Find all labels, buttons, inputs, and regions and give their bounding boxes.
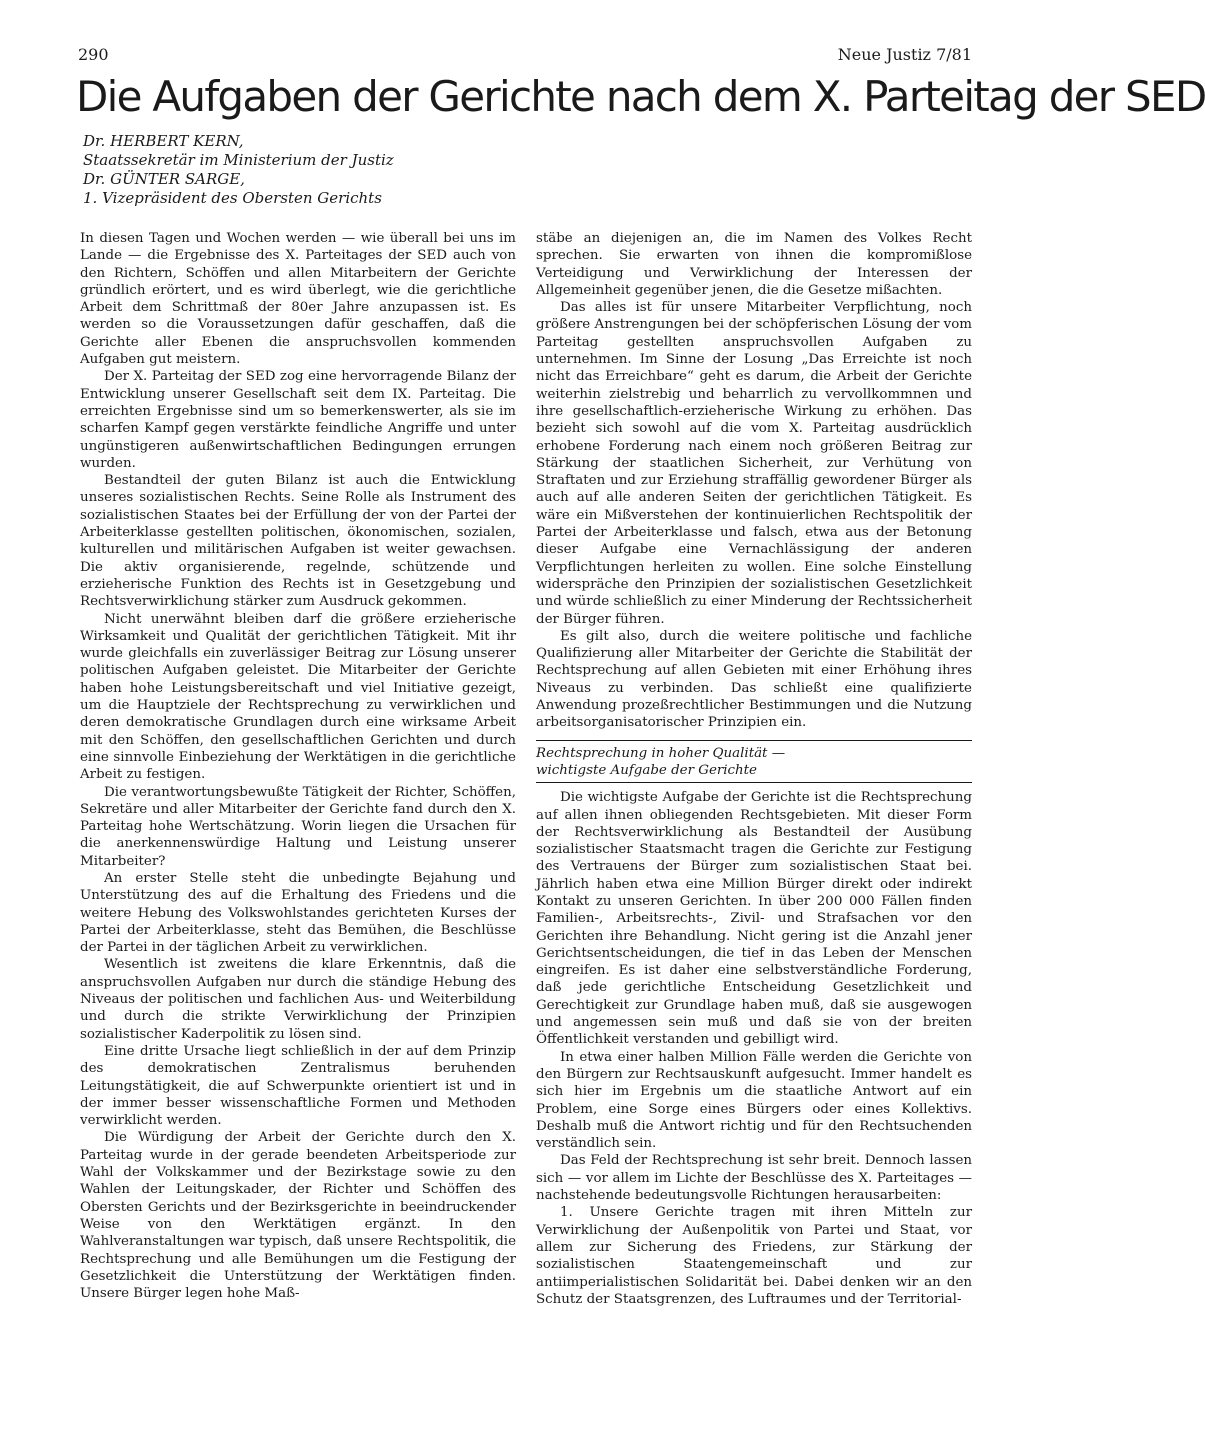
paragraph: Das alles ist für unsere Mitarbeiter Verpflichtung, noch größere Anstrengungen bei der schöpferischen Lösung der vom Parteitag gestellten anspruchsvollen Aufgaben zu unternehmen. Im Sinne der Losung „Das Erreichte ist noch nicht das Erreichbare“ geht es darum, die Arbeit der Gerichte weiterhin zielstrebig und beharrlich zu vervollkommnen und ihre gesellschaftlich-erzieherische Wirkung zu erhöhen. Das bezieht sich sowohl auf die vom X. Parteitag ausdrücklich erhobene Forderung nach einem noch größeren Beitrag zur Stärkung der staatlichen Sicherheit, zur Verhütung von Straftaten und zur Erziehung straffällig gewordener Bürger als auch auf alle anderen Seiten der gerichtlichen Tätigkeit. Es wäre ein Mißverstehen der kontinuierlichen Rechtspolitik der Partei der Arbeiterklasse und falsch, etwa aus der Betonung dieser Aufgabe eine Vernachlässigung der anderen Verpflichtungen herleiten zu wollen. Eine solche Einstellung widerspräche den Prinzipien der sozialistischen Gesetzlichkeit und würde schließlich zu einer Minderung der Rechtssicherheit der Bürger führen. xyxy=(536,300,972,627)
paragraph: Die Würdigung der Arbeit der Gerichte durch den X. Parteitag wurde in der gerade beendeten Arbeitsperiode zur Wahl der Volkskammer und der Bezirkstage sowie zu den Wahlen der Leitungskader, der Richter und Schöffen des Obersten Gerichts und der Bezirksgerichte in beeindruckender Weise von den Werktätigen ergänzt. In den Wahlveranstaltungen war typisch, daß unsere Rechtspolitik, die Rechtsprechung und alle Bemühungen um die Festigung der Gesetzlichkeit die Unterstützung der Werktätigen finden. Unsere Bürger legen hohe Maß- xyxy=(80,1130,516,1302)
paragraph: Das Feld der Rechtsprechung ist sehr breit. Dennoch lassen sich — vor allem im Lichte der Beschlüsse des X. Parteitages — nachstehende bedeutungsvolle Richtungen herausarbeiten: xyxy=(536,1153,972,1204)
section-heading xyxy=(536,740,972,784)
section-heading-line: wichtigste Aufgabe der Gerichte xyxy=(536,762,757,778)
right-column xyxy=(536,230,972,1308)
page-number: 290 xyxy=(78,45,109,64)
paragraph: In diesen Tagen und Wochen werden — wie überall bei uns im Lande — die Ergebnisse des X. Parteitages der SED auch von den Richtern, Schöffen und allen Mitarbeitern der Gerichte gründlich erörtert, und es wird überlegt, wie die gerichtliche Arbeit dem Schrittmaß der 80er Jahre anzupassen ist. Es werden so die Voraussetzungen dafür geschaffen, daß die Gerichte aller Ebenen die anspruchsvollen kommenden Aufgaben gut meistern. xyxy=(80,231,516,368)
paragraph: 1. Unsere Gerichte tragen mit ihren Mitteln zur Verwirklichung der Außenpolitik von Partei und Staat, vor allem zur Sicherung des Friedens, zur Stärkung der sozialistischen Staatengemeinschaft und zur antiimperialistischen Solidarität bei. Dabei denken wir an den Schutz der Staatsgrenzen, des Luftraumes und der Territorial- xyxy=(536,1205,972,1307)
paragraph: Die verantwortungsbewußte Tätigkeit der Richter, Schöffen, Sekretäre und aller Mitarbeiter der Gerichte fand durch den X. Parteitag hohe Wertschätzung. Worin liegen die Ursachen für die anerkennenswürdige Haltung und Leistung unserer Mitarbeiter? xyxy=(80,784,516,869)
paragraph: Eine dritte Ursache liegt schließlich in der auf dem Prinzip des demokratischen Zentralismus beruhenden Leitungstätigkeit, die auf Schwerpunkte orientiert ist und in der immer besser wissenschaftliche Formen und Methoden verwirklicht werden. xyxy=(80,1043,516,1129)
author-name: Dr. HERBERT KERN, xyxy=(83,132,244,150)
section-heading-line: Rechtsprechung in hoher Qualität — xyxy=(536,745,786,761)
left-column xyxy=(80,230,516,1302)
author-role: 1. Vizepräsident des Obersten Gerichts xyxy=(83,189,382,207)
authors-block xyxy=(83,132,394,208)
author-role: Staatssekretär im Ministerium der Justiz xyxy=(83,151,394,169)
paragraph: Wesentlich ist zweitens die klare Erkenntnis, daß die anspruchsvollen Aufgaben nur durch die ständige Hebung des Niveaus der politischen und fachlichen Aus- und Weiterbildung und durch die strikte Verwirklichung der Prinzipien sozialistischer Kaderpolitik zu lösen sind. xyxy=(80,957,516,1042)
author-name: Dr. GÜNTER SARGE, xyxy=(83,170,245,188)
article-title: Die Aufgaben der Gerichte nach dem X. Parteitag der SED xyxy=(76,72,1205,121)
paragraph: An erster Stelle steht die unbedingte Bejahung und Unterstützung des auf die Erhaltung des Friedens und die weitere Hebung des Volkswohlstandes gerichteten Kurses der Partei der Arbeiterklasse, steht das Bemühen, die Beschlüsse der Partei in der täglichen Arbeit zu verwirklichen. xyxy=(80,870,516,956)
paragraph: Nicht unerwähnt bleiben darf die größere erzieherische Wirksamkeit und Qualität der gerichtlichen Tätigkeit. Mit ihr wurde gleichfalls ein zuverlässiger Beitrag zur Lösung unserer politischen Aufgaben geleistet. Die Mitarbeiter der Gerichte haben hohe Leistungsbereitschaft und viel Initiative gezeigt, um die Hauptziele der Rechtsprechung zu verwirklichen und deren demokratische Grundlagen durch eine wirksame Arbeit mit den Schöffen, den gesellschaftlichen Gerichten und durch eine sinnvolle Einbeziehung der Werktätigen in die gerichtliche Arbeit zu festigen. xyxy=(80,611,516,783)
paragraph: Der X. Parteitag der SED zog eine hervorragende Bilanz der Entwicklung unserer Gesellschaft seit dem IX. Parteitag. Die erreichten Ergebnisse sind um so bemerkenswerter, als sie im scharfen Kampf gegen verstärkte feindliche Angriffe und unter ungünstigeren außenwirtschaftlichen Bedingungen errungen wurden. xyxy=(80,369,516,471)
paragraph: stäbe an diejenigen an, die im Namen des Volkes Recht sprechen. Sie erwarten von ihnen die kompromißlose Verteidigung und Verwirklichung der Interessen der Allgemeinheit gegenüber jenen, die die Gesetze mißachten. xyxy=(536,231,972,298)
paragraph: In etwa einer halben Million Fälle werden die Gerichte von den Bürgern zur Rechtsauskunft aufgesucht. Immer handelt es sich hier im Ergebnis um die staatliche Antwort auf ein Problem, eine Sorge eines Bürgers oder eines Kollektivs. Deshalb muß die Antwort richtig und für den Rechtsuchenden verständlich sein. xyxy=(536,1049,972,1152)
paragraph: Es gilt also, durch die weitere politische und fachliche Qualifizierung aller Mitarbeiter der Gerichte die Stabilität der Rechtsprechung auf allen Gebieten mit einer Erhöhung ihres Niveaus zu verbinden. Das schließt eine qualifizierte Anwendung prozeßrechtlicher Bestimmungen und die Nutzung arbeitsorganisatorischer Prinzipien ein. xyxy=(536,628,972,731)
paragraph: Bestandteil der guten Bilanz ist auch die Entwicklung unseres sozialistischen Rechts. Seine Rolle als Instrument des sozialistischen Staates bei der Erfüllung der von der Partei der Arbeiterklasse gestellten politischen, ökonomischen, sozialen, kulturellen und militärischen Aufgaben ist weiter gewachsen. Die aktiv organisierende, regelnde, schützende und erzieherische Funktion des Rechts ist in Gesetzgebung und Rechtsverwirklichung stärker zum Ausdruck gekommen. xyxy=(80,473,516,610)
paragraph: Die wichtigste Aufgabe der Gerichte ist die Rechtsprechung auf allen ihnen obliegenden Rechtsgebieten. Mit dieser Form der Rechtsverwirklichung als Bestandteil der Ausübung sozialistischer Staatsmacht tragen die Gerichte zur Festigung des Vertrauens der Bürger zum sozialistischen Staat bei. Jährlich haben etwa eine Million Bürger direkt oder indirekt Kontakt zu unseren Gerichten. In über 200 000 Fällen finden Familien-, Arbeitsrechts-, Zivil- und Strafsachen vor den Gerichten ihre Behandlung. Nicht gering ist die Anzahl jener Gerichtsentscheidungen, die tief in das Leben der Menschen eingreifen. Es ist daher eine selbstverständliche Forderung, daß jede gerichtliche Entscheidung Gesetzlichkeit und Gerechtigkeit zur Grundlage haben muß, daß sie ausgewogen und angemessen sein muß und daß sie von der breiten Öffentlichkeit verstanden und gebilligt wird. xyxy=(536,790,972,1048)
journal-name: Neue Justiz 7/81 xyxy=(837,45,972,64)
